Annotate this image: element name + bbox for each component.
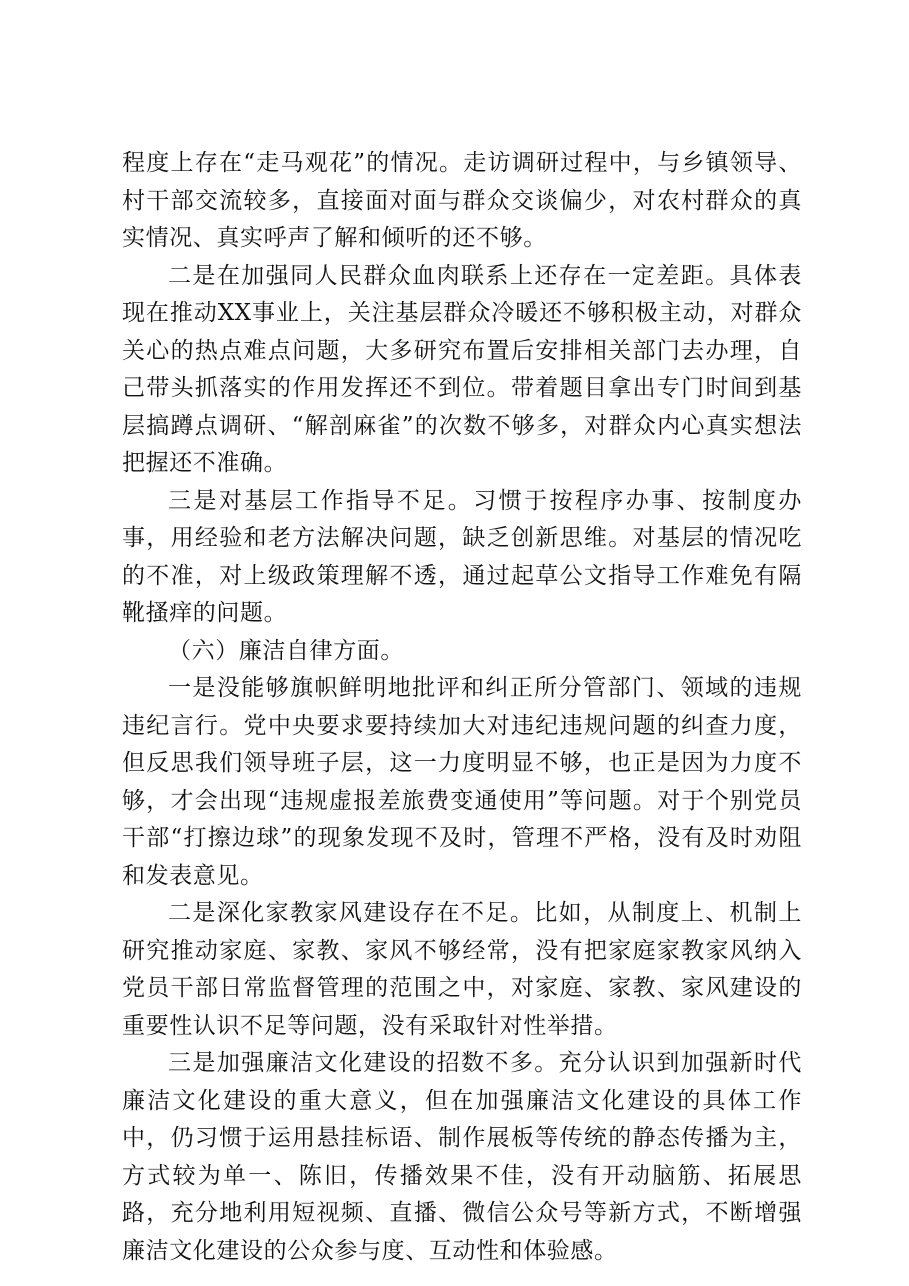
paragraph-point-three: 三是对基层工作指导不足。习惯于按程序办事、按制度办事，用经验和老方法解决问题，缺乏创新思维。对基层的情况吃的不准，对上级政策理解不透，通过起草公文指导工作难免有隔靴搔痒的问题。 bbox=[122, 487, 802, 626]
document-body bbox=[122, 145, 802, 1270]
paragraph-integrity-point-three: 三是加强廉洁文化建设的招数不多。充分认识到加强新时代廉洁文化建设的重大意义，但在加强廉洁文化建设的具体工作中，仍习惯于运用悬挂标语、制作展板等传统的静态传播为主，方式较为单一、陈旧，传播效果不佳，没有开动脑筋、拓展思路，充分地利用短视频、直播、微信公众号等新方式，不断增强廉洁文化建设的公众参与度、互动性和体验感。 bbox=[122, 1050, 802, 1264]
section-heading-six: （六）廉洁自律方面。 bbox=[168, 637, 404, 664]
paragraph-integrity-point-two: 二是深化家教家风建设存在不足。比如，从制度上、机制上研究推动家庭、家教、家风不够经常，没有把家庭家教家风纳入党员干部日常监督管理的范围之中，对家庭、家教、家风建设的重要性认识不足等问题，没有采取针对性举措。 bbox=[122, 900, 802, 1039]
paragraph-integrity-point-one: 一是没能够旗帜鲜明地批评和纠正所分管部门、领域的违规违纪言行。党中央要求要持续加大对违纪违规问题的纠查力度，但反思我们领导班子层，这一力度明显不够，也正是因为力度不够，才会出现“违规虚报差旅费变通使用”等问题。对于个别党员干部“打擦边球”的现象发现不及时，管理不严格，没有及时劝阻和发表意见。 bbox=[122, 675, 802, 889]
paragraph-continuation: 程度上存在“走马观花”的情况。走访调研过程中，与乡镇领导、村干部交流较多，直接面对面与群众交谈偏少，对农村群众的真实情况、真实呼声了解和倾听的还不够。 bbox=[122, 150, 802, 251]
paragraph-point-two: 二是在加强同人民群众血肉联系上还存在一定差距。具体表现在推动XX事业上，关注基层群众冷暖还不够积极主动，对群众关心的热点难点问题，大多研究布置后安排相关部门去办理，自己带头抓落实的作用发挥还不到位。带着题目拿出专门时间到基层搞蹲点调研、“解剖麻雀”的次数不够多，对群众内心真实想法把握还不准确。 bbox=[122, 262, 802, 476]
